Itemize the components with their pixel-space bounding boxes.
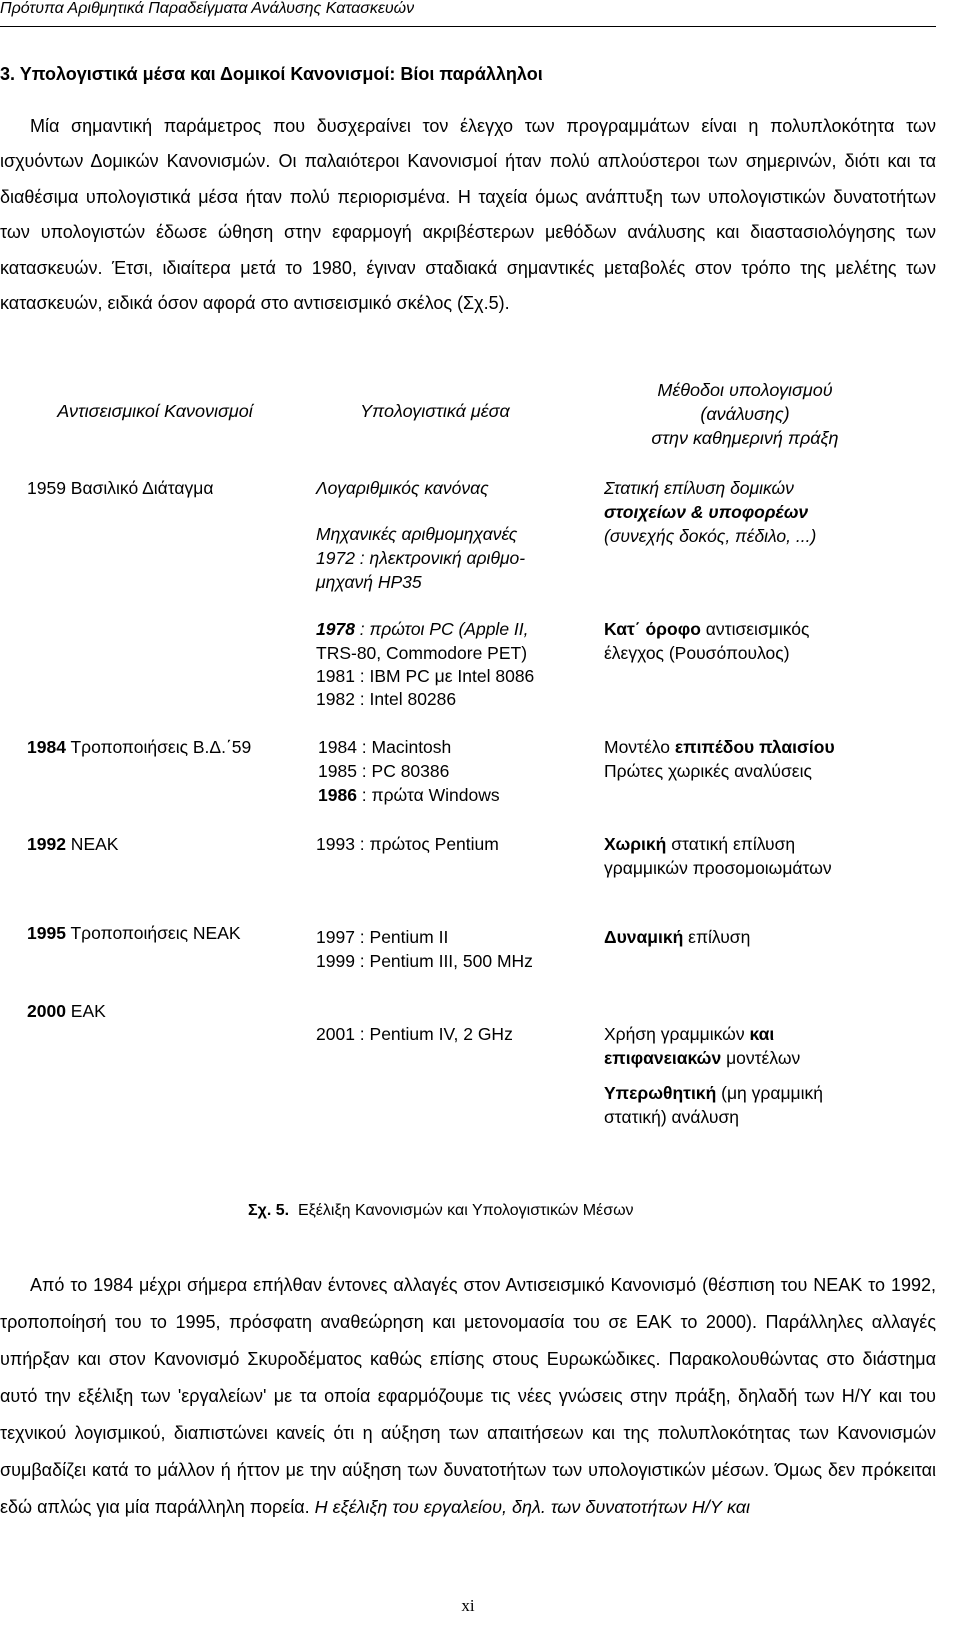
code-1959: 1959 Βασιλικό Διάταγμα bbox=[27, 478, 214, 498]
method-pushover-line2: στατική) ανάλυση bbox=[604, 1107, 739, 1127]
method-frame-model bbox=[604, 735, 835, 759]
comp-pentium2001: 2001 : Pentium IV, 2 GHz bbox=[316, 1024, 513, 1044]
header-methods-line2: (ανάλυσης) bbox=[700, 404, 790, 424]
running-header: Πρότυπα Αριθμητικά Παραδείγματα Ανάλυσης Κατασκευών bbox=[0, 0, 415, 17]
comp-pc1978-text: : πρώτοι PC (Apple II, bbox=[354, 619, 529, 639]
intro-paragraph-text: Μία σημαντική παράμετρος που δυσχεραίνει τον έλεγχο των προγραμμάτων είναι η πολυπλοκότητα των ισχυόντων Δομικών Κανονισμών. Οι παλαιότεροι Κανονισμοί ήταν πολύ απλούστεροι των σημερινών, διότι και τα διαθέσιμα υπολογιστικά μέσα ήταν πολύ περιορισμένα. Η ταχεία όμως ανάπτυξη των υπολογιστικών δυνατοτήτων των υπολογιστών έδωσε ώθηση στην εφαρμογή ακριβέστερων μεθόδων ανάλυσης και διαστασιολόγησης των κατασκευών. Έτσι, ιδιαίτερα μετά το 1980, έγιναν σταδιακά σημαντικές μεταβολές στον τρόπο της μελέτης των κατασκευών, ειδικά όσον αφορά στο αντισεισμικό σκέλος (Σχ.5). bbox=[0, 116, 936, 314]
comp-pc1978-line2: TRS-80, Commodore PET) bbox=[316, 643, 528, 663]
method-usage-bold2: επιφανειακών bbox=[604, 1048, 722, 1068]
method-pushover bbox=[604, 1081, 823, 1105]
comp-win1986-text: : πρώτα Windows bbox=[356, 785, 500, 805]
comp-ibm1981: 1981 : IBM PC με Intel 8086 bbox=[316, 666, 535, 686]
comp-slide-rule: Λογαριθμικός κανόνας bbox=[316, 478, 489, 498]
code-1995-text: Τροποποιήσεις ΝΕΑΚ bbox=[65, 923, 241, 943]
code-2000 bbox=[27, 999, 106, 1023]
method-spatial bbox=[604, 832, 795, 856]
comp-mac1984: 1984 : Macintosh bbox=[318, 737, 452, 757]
figure-caption bbox=[248, 1202, 634, 1220]
intro-paragraph bbox=[0, 109, 936, 321]
page-number: xi bbox=[461, 1596, 475, 1615]
method-static-line1: Στατική επίλυση δομικών bbox=[604, 478, 794, 498]
code-1992 bbox=[27, 832, 118, 856]
code-2000-text: ΕΑΚ bbox=[65, 1001, 106, 1021]
figure-caption-label: Σχ. 5. bbox=[248, 1202, 290, 1219]
method-usage-line2 bbox=[604, 1046, 800, 1070]
comp-hp35-line1: 1972 : ηλεκτρονική αριθμο- bbox=[316, 548, 526, 568]
method-usage-text: Χρήση γραμμικών bbox=[604, 1024, 750, 1044]
comp-pc1978 bbox=[316, 617, 529, 641]
method-floor bbox=[604, 617, 809, 641]
second-paragraph-italic: Η εξέλιξη του εργαλείου, δηλ. των δυνατοτήτων Η/Υ και bbox=[314, 1497, 750, 1517]
code-2000-year: 2000 bbox=[27, 1001, 66, 1021]
code-1995 bbox=[27, 921, 241, 945]
method-floor-bold: Κατ΄ όροφο bbox=[604, 619, 701, 639]
method-first-spatial: Πρώτες χωρικές αναλύσεις bbox=[604, 761, 812, 781]
method-dynamic-bold: Δυναμική bbox=[604, 927, 684, 947]
comp-pentium1999: 1999 : Pentium III, 500 MHz bbox=[316, 951, 533, 971]
method-pushover-text: (μη γραμμική bbox=[716, 1083, 823, 1103]
method-dynamic-text: επίλυση bbox=[683, 927, 751, 947]
method-static-line3: (συνεχής δοκός, πέδιλο, ...) bbox=[604, 526, 817, 546]
method-usage bbox=[604, 1022, 774, 1046]
method-floor-line2: έλεγχος (Ρουσόπουλος) bbox=[604, 643, 790, 663]
method-floor-text: αντισεισμικός bbox=[700, 619, 810, 639]
comp-pc1985: 1985 : PC 80386 bbox=[318, 761, 450, 781]
header-computing: Υπολογιστικά μέσα bbox=[360, 401, 510, 421]
method-static-line2: στοιχείων & υποφορέων bbox=[604, 502, 809, 522]
code-1992-text: ΝΕΑΚ bbox=[65, 834, 119, 854]
second-paragraph bbox=[0, 1267, 936, 1526]
header-methods bbox=[595, 378, 895, 450]
second-paragraph-text bbox=[0, 1267, 936, 1526]
code-1995-year: 1995 bbox=[27, 923, 66, 943]
comp-win1986-year: 1986 bbox=[318, 785, 357, 805]
header-rule bbox=[0, 26, 936, 27]
method-usage-text2: μοντέλων bbox=[721, 1048, 801, 1068]
method-spatial-text: στατική επίλυση bbox=[666, 834, 796, 854]
method-spatial-bold: Χωρική bbox=[604, 834, 667, 854]
header-methods-line1: Μέθοδοι υπολογισμού bbox=[657, 380, 833, 400]
code-1992-year: 1992 bbox=[27, 834, 66, 854]
code-1984-year: 1984 bbox=[27, 737, 66, 757]
method-frame-model-text: Μοντέλο bbox=[604, 737, 675, 757]
comp-pc1978-year: 1978 bbox=[316, 619, 355, 639]
comp-mech-calc: Μηχανικές αριθμομηχανές bbox=[316, 524, 518, 544]
method-dynamic bbox=[604, 925, 750, 949]
header-methods-line3: στην καθημερινή πράξη bbox=[651, 428, 839, 448]
comp-pentium1997: 1997 : Pentium II bbox=[316, 927, 449, 947]
code-1984 bbox=[27, 735, 251, 759]
section-title: 3. Υπολογιστικά μέσα και Δομικοί Κανονισμοί: Βίοι παράλληλοι bbox=[0, 64, 543, 84]
code-1984-text: Τροποποιήσεις Β.Δ.΄59 bbox=[65, 737, 252, 757]
method-frame-model-bold: επιπέδου πλαισίου bbox=[674, 737, 835, 757]
comp-pentium1993: 1993 : πρώτος Pentium bbox=[316, 834, 499, 854]
method-spatial-line2: γραμμικών προσομοιωμάτων bbox=[604, 858, 832, 878]
comp-intel1982: 1982 : Intel 80286 bbox=[316, 689, 457, 709]
method-pushover-bold: Υπερωθητική bbox=[604, 1083, 717, 1103]
second-paragraph-part1: Από το 1984 μέχρι σήμερα επήλθαν έντονες αλλαγές στον Αντισεισμικό Κανονισμό (θέσπιση του ΝΕΑΚ το 1992, τροποποίησή του το 1995, πρόσφατη αναθεώρηση και μετονομασία του σε ΕΑΚ το 2000). Παράλληλες αλλαγές υπήρξαν και στον Κανονισμό Σκυροδέματος καθώς επίσης στους Ευρωκώδικες. Παρακολουθώντας στο διάστημα αυτό την εξέλιξη των 'εργαλείων' με τα οποία εφαρμόζουμε τις νέες γνώσεις στην πράξη, δηλαδή των Η/Υ και του τεχνικού λογισμικού, διαπιστώνει κανείς ότι η αύξηση των απαιτήσεων και της πολυπλοκότητας των Κανονισμών συμβαδίζει κατά το μάλλον ή ήττον με την αύξηση των δυνατοτήτων των υπολογιστικών μέσων. Όμως δεν πρόκειται εδώ απλώς για μία παράλληλη πορεία. bbox=[0, 1275, 936, 1517]
comp-hp35-line2: μηχανή HP35 bbox=[316, 572, 422, 592]
method-usage-bold1: και bbox=[749, 1024, 775, 1044]
figure-caption-text: Εξέλιξη Κανονισμών και Υπολογιστικών Μέσων bbox=[297, 1202, 634, 1219]
comp-win1986 bbox=[318, 783, 500, 807]
header-codes: Αντισεισμικοί Κανονισμοί bbox=[57, 401, 253, 421]
